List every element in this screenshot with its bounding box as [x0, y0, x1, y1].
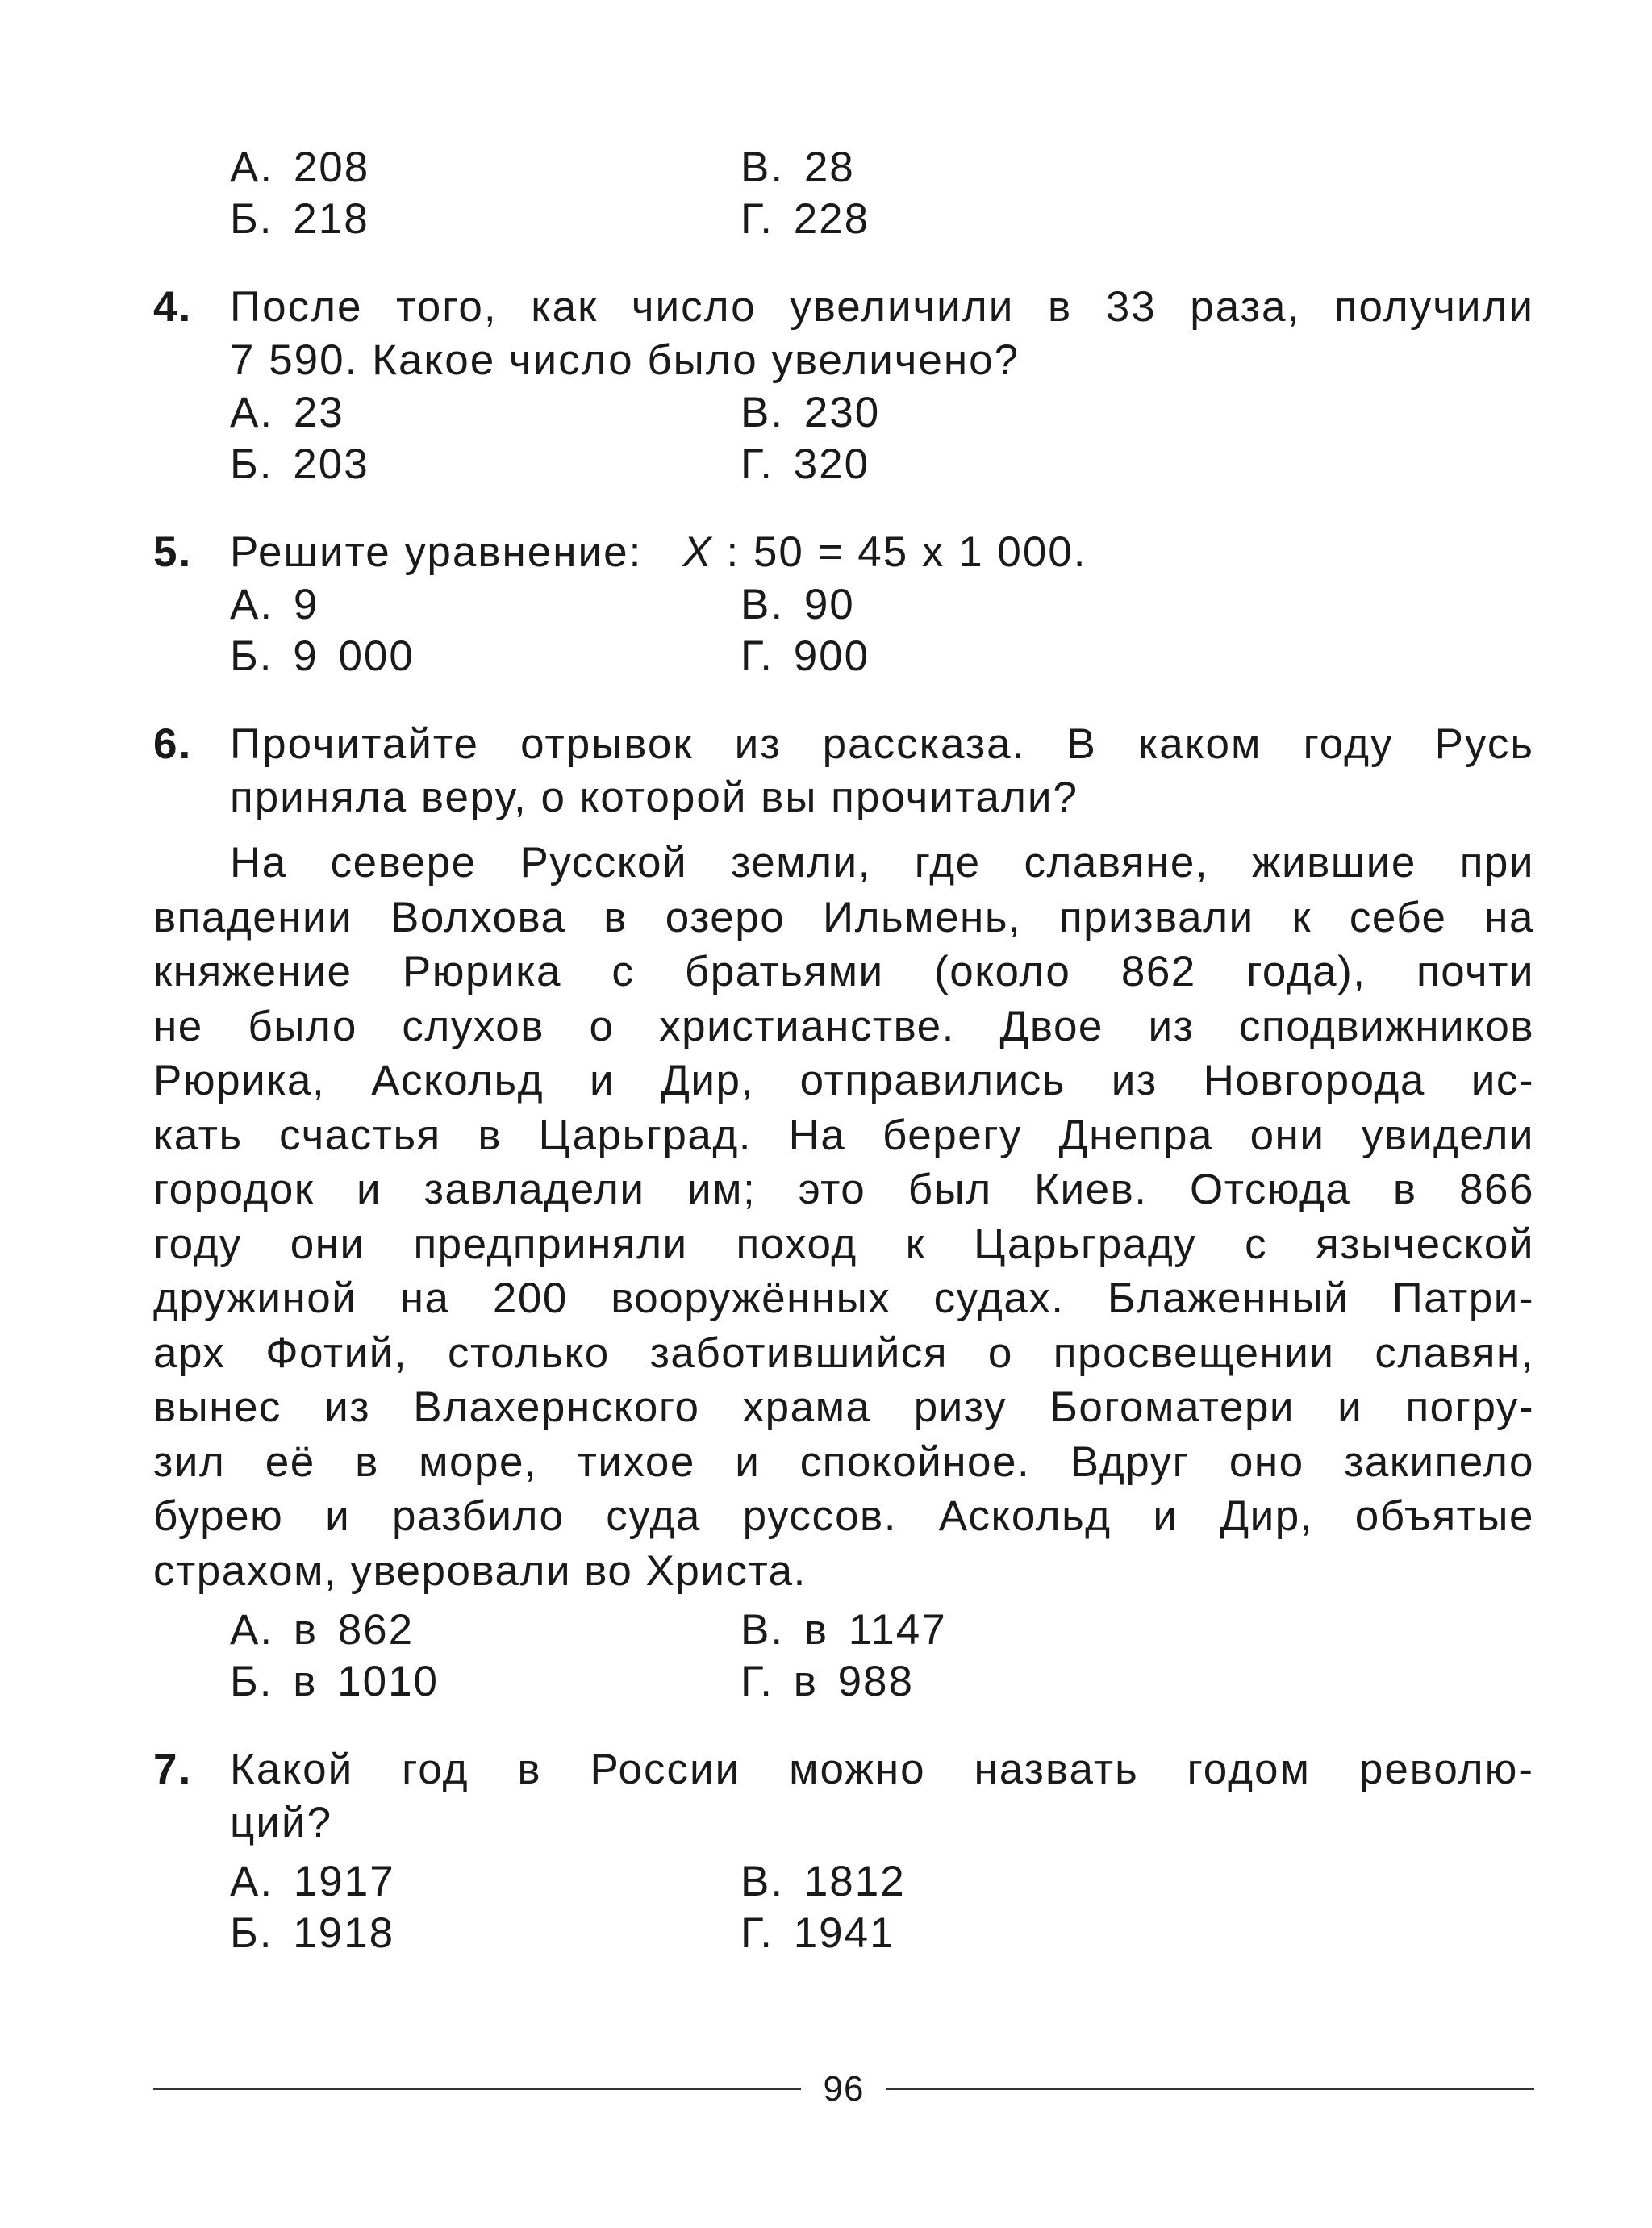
passage-line: арх Фотий, столько заботившийся о просвещении славян,	[153, 1329, 1534, 1377]
equation-variable: X	[682, 528, 713, 576]
q5-option-v: В. 90	[740, 581, 855, 628]
q4-option-b: Б. 203	[230, 440, 369, 488]
question-7-text-cont: ций?	[230, 1799, 333, 1846]
passage-line: городок и завладели им; это был Киев. Отсюда в 866	[153, 1166, 1534, 1213]
q3-options	[230, 142, 1534, 245]
question-7	[153, 1743, 1534, 1959]
page-number: 96	[823, 2069, 865, 2109]
passage-line: На севере Русской земли, где славяне, жившие при	[230, 839, 1534, 887]
q5-option-g: Г. 900	[740, 632, 870, 680]
question-4-text-cont: 7 590. Какое число было увеличено?	[230, 336, 1020, 384]
question-6	[153, 718, 1534, 1708]
q3-option-v: В. 28	[740, 144, 855, 191]
q6-option-v: В. в 1147	[740, 1606, 947, 1654]
question-4	[153, 281, 1534, 490]
question-6-text: 6. Прочитайте отрывок из рассказа. В каком году Русь	[230, 718, 1534, 771]
q4-option-a: А. 23	[230, 389, 344, 436]
q3-option-b: Б. 218	[230, 195, 369, 243]
footer-rule-left	[153, 2088, 801, 2090]
question-7-text: 7. Какой год в России можно назвать годом револю-	[230, 1743, 1534, 1796]
equation: : 50 = 45 x 1 000.	[726, 528, 1087, 576]
q3-option-a: А. 208	[230, 144, 370, 191]
question-5	[153, 526, 1534, 682]
footer-rule-right	[886, 2088, 1534, 2090]
q5-options	[230, 579, 1534, 682]
passage-line: кать счастья в Царьград. На берегу Днепра они увидели	[153, 1111, 1534, 1159]
passage-line: не было слухов о христианстве. Двое из сподвижников	[153, 1002, 1534, 1050]
passage-line: впадении Волхова в озеро Ильмень, призвали к себе на	[153, 893, 1534, 941]
q3-option-g: Г. 228	[740, 195, 870, 243]
question-number: 4.	[153, 283, 193, 331]
passage-line: вынес из Влахернского храма ризу Богоматери и погру-	[153, 1383, 1534, 1431]
q6-options	[230, 1604, 1534, 1708]
question-number: 5.	[153, 528, 193, 576]
q6-option-b: Б. в 1010	[230, 1658, 440, 1705]
passage-line: Рюрика, Аскольд и Дир, отправились из Новгорода ис-	[153, 1057, 1534, 1104]
question-4-text: 4. После того, как число увеличили в 33 раза, получили	[230, 281, 1534, 334]
passage-line: страхом, уверовали во Христа.	[153, 1546, 807, 1595]
passage-line: зил её в море, тихое и спокойное. Вдруг оно закипело	[153, 1437, 1534, 1486]
q7-options	[230, 1856, 1534, 1959]
q7-option-v: В. 1812	[740, 1858, 906, 1905]
q7-option-g: Г. 1941	[740, 1909, 895, 1957]
question-5-text: 5. Решите уравнение: X : 50 = 45 x 1 000.	[153, 526, 1534, 579]
passage-line: году они предприняли поход к Царьграду с языческой	[153, 1220, 1534, 1268]
page-content	[153, 142, 1534, 1959]
story-passage	[153, 836, 1534, 1598]
passage-line: бурею и разбило суда руссов. Аскольд и Дир, объятые	[153, 1492, 1534, 1540]
q4-option-g: Г. 320	[740, 440, 870, 488]
q5-option-a: А. 9	[230, 581, 319, 628]
q4-options	[230, 387, 1534, 490]
question-number: 6.	[153, 720, 193, 768]
question-number: 7.	[153, 1746, 193, 1793]
q7-option-a: А. 1917	[230, 1858, 395, 1905]
question-6-text-cont: приняла веру, о которой вы прочитали?	[230, 774, 1079, 821]
q4-option-v: В. 230	[740, 389, 881, 436]
q5-option-b: Б. 9 000	[230, 632, 415, 680]
passage-line: княжение Рюрика с братьями (около 862 года), почти	[153, 948, 1534, 995]
q6-option-g: Г. в 988	[740, 1658, 915, 1705]
passage-line: дружиной на 200 вооружённых судах. Блаженный Патри-	[153, 1275, 1534, 1322]
page-footer	[153, 2065, 1534, 2113]
q7-option-b: Б. 1918	[230, 1909, 395, 1957]
q6-option-a: А. в 862	[230, 1606, 415, 1654]
